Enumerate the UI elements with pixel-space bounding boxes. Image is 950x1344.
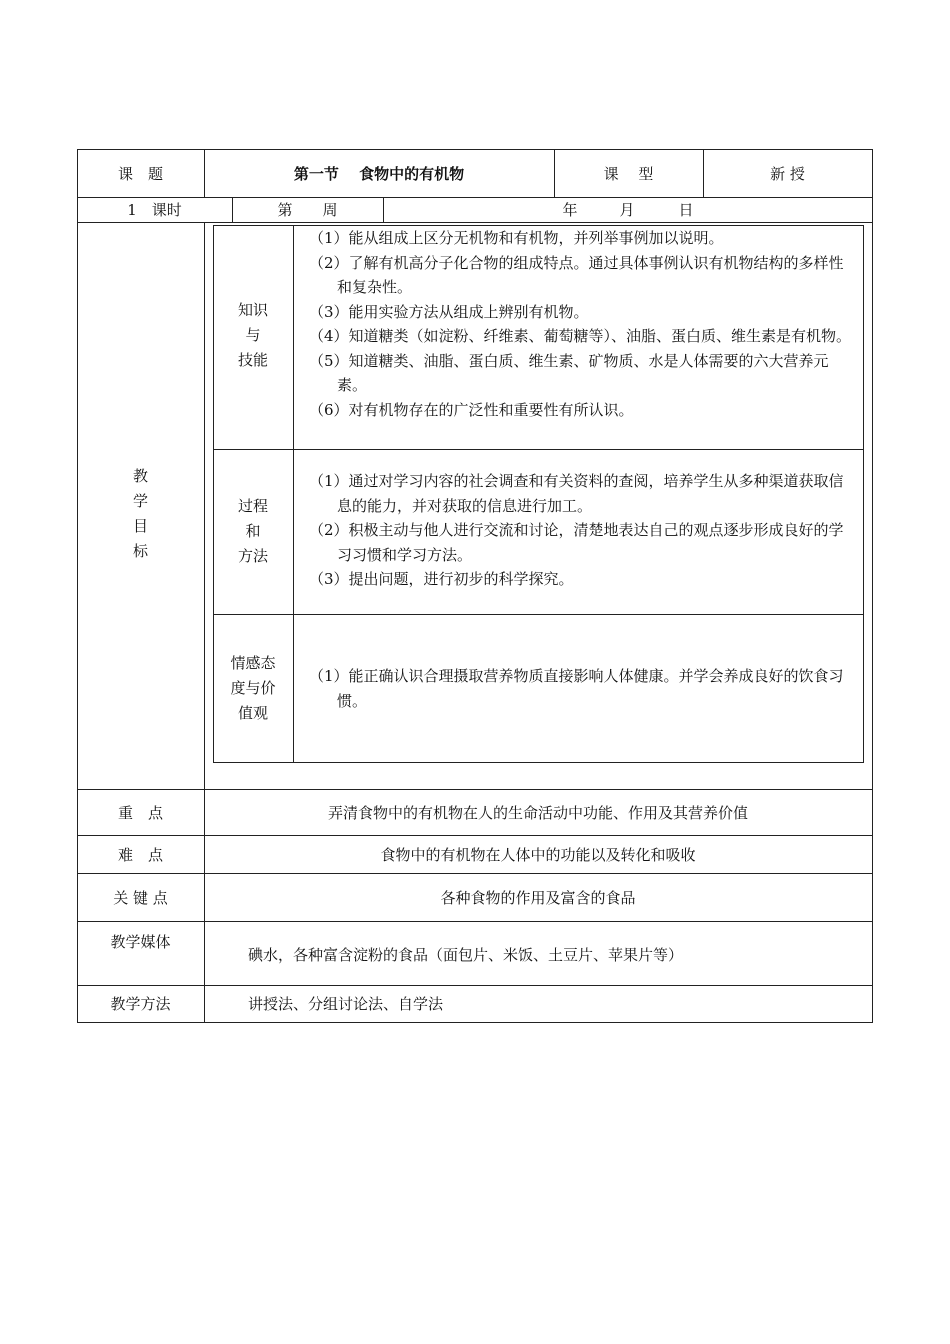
lesson-type-label: 课 型 — [603, 164, 654, 183]
crux-label: 关 键 点 — [113, 888, 168, 907]
row-divider — [77, 222, 873, 223]
table-border-right — [872, 149, 873, 1023]
section-label-line: 情感态 — [230, 654, 276, 672]
week-field: 第 周 — [277, 201, 338, 219]
topic-value: 第一节 食物中的有机物 — [293, 164, 465, 183]
class-hours: 1 课时 — [127, 201, 182, 219]
list-item: （1）通过对学习内容的社会调查和有关资料的查阅，培养学生从多种渠道获取信息的能力，并对获取的信息进行加工。 — [309, 472, 844, 515]
objectives-label-char: 目 — [132, 517, 148, 535]
method-value: 讲授法、分组讨论法、自学法 — [248, 995, 444, 1013]
objectives-inner-divider — [293, 225, 294, 763]
date-year: 年 — [562, 201, 578, 219]
media-label: 教学媒体 — [110, 932, 171, 951]
section-label-line: 和 — [245, 522, 261, 540]
date-month: 月 — [619, 201, 635, 219]
crux-value: 各种食物的作用及富含的食品 — [440, 888, 636, 907]
list-item: （3）能用实验方法从组成上辨别有机物。 — [309, 302, 589, 321]
process-methods-list — [309, 469, 854, 592]
section-label-line: 与 — [245, 326, 261, 344]
list-item: （5）知道糖类、油脂、蛋白质、维生素、矿物质、水是人体需要的六大营养元素。 — [309, 351, 829, 394]
difficulty-value: 食物中的有机物在人体中的功能以及转化和吸收 — [380, 845, 696, 864]
objectives-inner-row-divider — [213, 449, 864, 450]
section-label-line: 值观 — [237, 704, 268, 722]
section-label-line: 度与价 — [230, 679, 276, 697]
topic-label: 课 题 — [117, 164, 163, 183]
list-item: （2）积极主动与他人进行交流和讨论，清楚地表达自己的观点逐步形成良好的学习习惯和学习方法。 — [309, 521, 844, 564]
media-value: 碘水，各种富含淀粉的食品（面包片、米饭、土豆片、苹果片等） — [248, 945, 684, 964]
difficulty-label: 难 点 — [117, 845, 163, 864]
process-methods-label — [213, 494, 293, 569]
row-divider — [77, 921, 873, 922]
table-border-bottom — [77, 1022, 873, 1023]
list-item: （3）提出问题，进行初步的科学探究。 — [309, 570, 574, 588]
objectives-inner-row-divider — [213, 614, 864, 615]
list-item: （1）能从组成上区分无机物和有机物，并列举事例加以说明。 — [309, 229, 724, 247]
knowledge-skills-label — [213, 298, 293, 373]
list-item: （2）了解有机高分子化合物的组成特点。通过具体事例认识有机物结构的多样性和复杂性。 — [309, 253, 844, 296]
method-label: 教学方法 — [110, 995, 171, 1013]
section-label-line: 过程 — [237, 497, 268, 515]
key-point-value: 弄清食物中的有机物在人的生命活动中功能、作用及其营养价值 — [327, 803, 748, 822]
col-divider — [383, 197, 384, 222]
list-item: （6）对有机物存在的广泛性和重要性有所认识。 — [309, 400, 634, 419]
attitudes-values-label — [213, 651, 293, 726]
section-label-line: 方法 — [237, 547, 268, 565]
section-label-line: 技能 — [237, 351, 268, 369]
objectives-label-char: 教 — [132, 467, 148, 485]
section-label-line: 知识 — [237, 301, 268, 319]
objectives-label-char: 标 — [132, 542, 148, 560]
list-item: （4）知道糖类（如淀粉、纤维素、葡萄糖等）、油脂、蛋白质、维生素是有机物。 — [309, 327, 852, 345]
objectives-label — [77, 464, 204, 564]
lesson-type-value: 新 授 — [770, 164, 805, 183]
list-item: （1）能正确认识合理摄取营养物质直接影响人体健康。并学会养成良好的饮食习惯。 — [309, 667, 844, 710]
date-day: 日 — [678, 201, 694, 219]
objectives-label-char: 学 — [132, 492, 148, 510]
attitudes-values-list — [309, 664, 854, 713]
key-point-label: 重 点 — [117, 803, 163, 822]
knowledge-skills-list — [309, 226, 854, 422]
